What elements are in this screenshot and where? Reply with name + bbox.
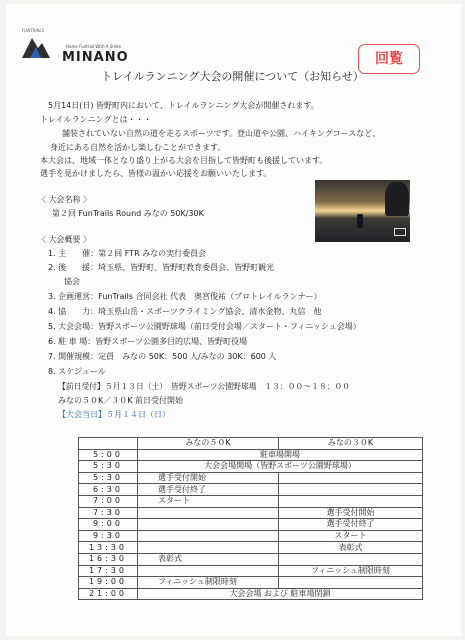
schedule-event-50k: 選手受付開始 [138, 472, 279, 484]
circulation-stamp: 回覧 [358, 44, 420, 74]
runner-silhouette [357, 214, 363, 228]
schedule-event-50k: 表彰式 [138, 553, 279, 565]
schedule-row [79, 495, 423, 507]
schedule-event-30k: フィニッシュ制限時刻 [279, 565, 423, 577]
schedule-table [78, 437, 423, 600]
schedule-event-50k-empty [138, 565, 279, 577]
schedule-event-50k: スタート [138, 495, 279, 507]
schedule-event-30k-empty [279, 553, 423, 565]
schedule-row [79, 588, 423, 600]
schedule-row [79, 472, 423, 484]
schedule-row [79, 553, 423, 565]
overview-item-7: 7. 開催規模：定員 みなの 50K：500 人/みなの 30K：600 人 [48, 352, 277, 361]
schedule-event-30k: 表彰式 [279, 542, 423, 554]
schedule-event-30k-empty [279, 472, 423, 484]
logo-small-text: FUNTRAILS [22, 28, 45, 33]
schedule-time: 21:00 [79, 588, 138, 600]
prev-day-note: みなの５０K／３０K 前日受付開始 [58, 396, 184, 405]
logo-name: MINANO [62, 50, 129, 65]
schedule-header-50k: みなの５０K [138, 438, 279, 450]
intro-line-3: 舗装されていない自然の道を走るスポーツです。登山道や公園、ハイキングコースなど、 [62, 129, 381, 138]
overview-item-1: 1. 主 催：第２回 FTR みなの実行委員会 [48, 249, 207, 258]
overview-item-2: 2. 後 援：埼玉県、皆野町、皆野町教育委員会、皆野町観光 [48, 263, 275, 272]
schedule-row [79, 484, 423, 496]
overview-item-3: 3. 企画運営：FunTrails 合同会社 代表 奥宮俊祐（プロトレイルランナー） [48, 292, 322, 301]
schedule-row [79, 542, 423, 554]
schedule-row [79, 565, 423, 577]
event-name-value: 第２回 FunTrails Round みなの 50K/30K [52, 209, 204, 218]
schedule-time: 5:00 [79, 449, 138, 461]
intro-line-6: 選手を見かけましたら、皆様の温かい応援をお願いいたします。 [40, 169, 272, 178]
overview-item-4: 4. 協 力：埼玉県山岳・スポーツクライミング協会、清水金物、丸信 他 [48, 307, 322, 316]
schedule-event-50k-empty [138, 507, 279, 519]
schedule-event-30k: 選手受付終了 [279, 519, 423, 531]
trail-runner-photo [315, 180, 410, 242]
schedule-event-50k: フィニッシュ制限時刻 [138, 577, 279, 589]
schedule-header-30k: みなの３０K [279, 438, 423, 450]
schedule-row [79, 577, 423, 589]
schedule-time: 16:30 [79, 553, 138, 565]
schedule-time: 7:30 [79, 507, 138, 519]
schedule-time: 17:30 [79, 565, 138, 577]
schedule-time: 9:00 [79, 519, 138, 531]
schedule-time: 6:30 [79, 484, 138, 496]
schedule-event-30k: スタート [279, 530, 423, 542]
prev-day-reception: 【前日受付】５月１３日（土） 皆野スポーツ公園野球場 １３：００～１８：００ [58, 382, 351, 391]
photo-logo-mark [394, 228, 406, 236]
schedule-event-30k-empty [279, 495, 423, 507]
schedule-event-30k-empty [279, 577, 423, 589]
event-day-label: 【大会当日】５月１４日（日） [58, 410, 170, 419]
schedule-time: 5:30 [79, 472, 138, 484]
schedule-event-50k-empty [138, 519, 279, 531]
intro-line-5: 本大会は、地域一体となり盛り上がる大会を目指して皆野町も後援しています。 [40, 156, 328, 165]
overview-item-2-cont: 協会 [48, 277, 80, 286]
schedule-row [79, 449, 423, 461]
schedule-header-row [79, 438, 423, 450]
page-title: トレイルランニング大会の開催について（お知らせ） [101, 70, 364, 83]
intro-line-1: 5月14日(日) 皆野町内において、トレイルランニング大会が開催されます。 [48, 101, 319, 110]
schedule-time: 13:30 [79, 542, 138, 554]
overview-item-5: 5. 大会会場：皆野スポーツ公園野球場（前日受付会場／スタート・フィニッシュ会場） [48, 322, 361, 331]
intro-line-2: トレイルランニングとは・・・ [40, 115, 152, 124]
schedule-row [79, 507, 423, 519]
schedule-event-30k-empty [279, 484, 423, 496]
schedule-time: 7:00 [79, 495, 138, 507]
logo-tagline: Home Funtrail With A Smile [66, 44, 121, 49]
intro-line-4: 身近にある自然を活かし楽しむことができます。 [50, 143, 226, 152]
schedule-event-both: 大会会場開場（皆野スポーツ公園野球場） [138, 461, 423, 473]
tree-silhouette [385, 182, 409, 216]
schedule-event-50k-empty [138, 542, 279, 554]
event-name-heading: 〈 大会名称 〉 [38, 195, 92, 204]
schedule-row [79, 519, 423, 531]
schedule-row [79, 461, 423, 473]
schedule-event-both: 駐車場開場 [138, 449, 423, 461]
schedule-event-30k: 選手受付開始 [279, 507, 423, 519]
schedule-row [79, 530, 423, 542]
mountain-logo-icon [22, 34, 50, 60]
overview-item-8: 8. スケジュール [48, 367, 106, 376]
overview-item-6: 6. 駐 車 場：皆野スポーツ公園多目的広場、皆野町役場 [48, 337, 247, 346]
schedule-time: 9:30 [79, 530, 138, 542]
overview-heading: 〈 大会概要 〉 [38, 235, 92, 244]
schedule-time: 19:00 [79, 577, 138, 589]
schedule-header-time [79, 438, 138, 450]
schedule-event-50k-empty [138, 530, 279, 542]
funtrails-minano-logo [22, 28, 132, 68]
schedule-event-50k: 選手受付終了 [138, 484, 279, 496]
schedule-time: 5:30 [79, 461, 138, 473]
schedule-event-both: 大会会場 および 駐車場閉鎖 [138, 588, 423, 600]
